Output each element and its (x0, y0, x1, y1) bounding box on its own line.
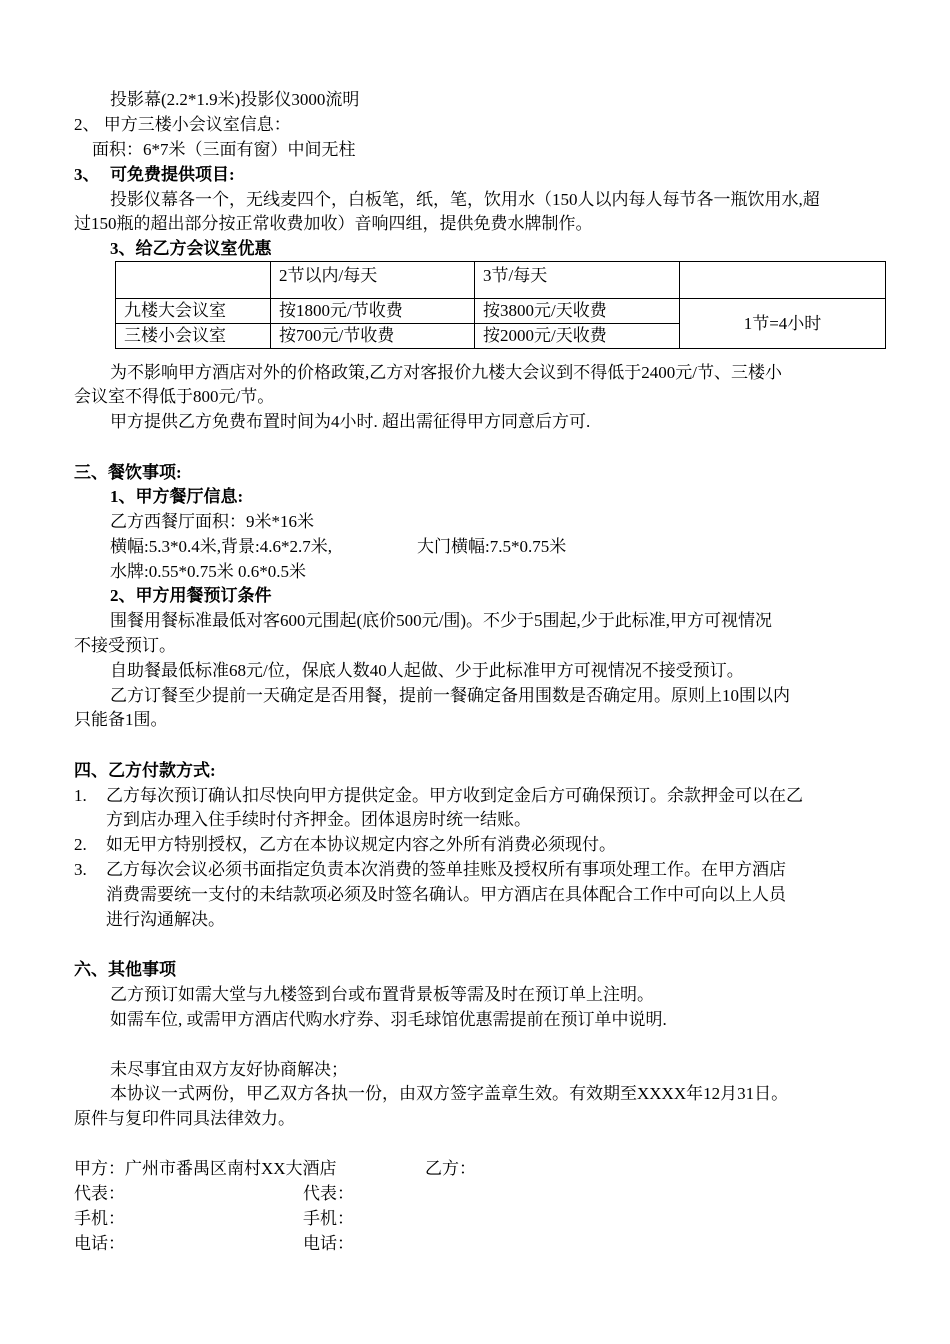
payment-heading: 四、乙方付款方式: (74, 761, 216, 780)
order-line-2: 只能备1围。 (74, 710, 168, 729)
other-line-1: 乙方预订如需大堂与九楼签到台或布置背景板等需及时在预订单上注明。 (110, 985, 654, 1004)
dining-heading: 三、餐饮事项: (74, 463, 182, 482)
party-a-mobile: 手机： (74, 1209, 125, 1228)
party-b-name: 乙方： (425, 1159, 476, 1178)
table-cell-note: 1节=4小时 (680, 299, 886, 349)
table-row (116, 299, 886, 324)
party-a-name: 甲方：广州市番禺区南村XX大酒店 (74, 1159, 337, 1178)
free-items-line-1: 投影仪幕各一个，无线麦四个，白板笔，纸，笔，饮用水（150人以内每人每节各一瓶饮用水,超 (110, 190, 820, 209)
party-a-representative: 代表： (74, 1184, 125, 1203)
other-line-2: 如需车位, 或需甲方酒店代购水疗券、羽毛球馆优惠需提前在预订单中说明. (110, 1010, 667, 1029)
banquet-line-1: 围餐用餐标准最低对客600元围起(底价500元/围)。不少于5围起,少于此标准,甲方可视情况 (110, 611, 773, 630)
table-cell-rate: 按700元/节收费 (271, 324, 475, 349)
banner-size: 横幅:5.3*0.4米,背景:4.6*2.7米, (110, 537, 332, 556)
buffet-line: 自助餐最低标准68元/位，保底人数40人起做、少于此标准甲方可视情况不接受预订。 (110, 661, 744, 680)
payment-item-1-line-1: 乙方每次预订确认扣尽快向甲方提供定金。甲方收到定金后方可确保预订。余款押金可以在乙 (106, 786, 803, 805)
policy-line-2: 会议室不得低于800元/节。 (74, 387, 275, 406)
other-line-4: 本协议一式两份，甲乙双方各执一份，由双方签字盖章生效。有效期至XXXX年12月31日。 (110, 1084, 789, 1103)
small-room-area: 面积：6*7米（三面有窗）中间无柱 (92, 140, 356, 159)
restaurant-info-heading: 1、甲方餐厅信息: (110, 487, 244, 506)
table-cell-room: 九楼大会议室 (116, 299, 271, 324)
list-item-number: 2. (74, 835, 87, 854)
payment-item-1-line-2: 方到店办理入住手续时付齐押金。团体退房时统一结账。 (106, 810, 531, 829)
list-item-number: 1. (74, 786, 87, 805)
table-cell-room: 三楼小会议室 (116, 324, 271, 349)
free-items-heading: 可免费提供项目: (110, 165, 235, 184)
projector-line: 投影幕(2.2*1.9米)投影仪3000流明 (110, 90, 360, 109)
table-header-cell: 2节以内/每天 (271, 262, 475, 299)
party-b-representative: 代表： (303, 1184, 354, 1203)
party-b-mobile: 手机： (303, 1209, 354, 1228)
order-line-1: 乙方订餐至少提前一天确定是否用餐，提前一餐确定备用围数是否确定用。原则上10围以内 (110, 686, 790, 705)
small-room-heading: 2、 甲方三楼小会议室信息： (74, 115, 291, 134)
other-line-3: 未尽事宜由双方友好协商解决； (110, 1060, 348, 1079)
payment-item-3-line-1: 乙方每次会议必须书面指定负责本次消费的签单挂账及授权所有事项处理工作。在甲方酒店 (106, 860, 786, 879)
table-header-cell (116, 262, 271, 299)
setup-time-line: 甲方提供乙方免费布置时间为4小时. 超出需征得甲方同意后方可. (110, 412, 591, 431)
free-heading-number: 3、 (74, 165, 100, 184)
door-banner-size: 大门横幅:7.5*0.75米 (417, 537, 567, 556)
party-a-phone: 电话： (74, 1234, 125, 1253)
table-cell-rate: 按1800元/节收费 (271, 299, 475, 324)
party-b-phone: 电话： (303, 1234, 354, 1253)
list-item-number: 3. (74, 860, 87, 879)
booking-conditions-heading: 2、甲方用餐预订条件 (110, 586, 272, 605)
sign-size: 水牌:0.55*0.75米 0.6*0.5米 (110, 562, 306, 581)
table-header-row (116, 262, 886, 299)
table-header-cell: 3节/每天 (475, 262, 680, 299)
payment-item-3-line-2: 消费需要统一支付的未结款项必须及时签名确认。甲方酒店在具体配合工作中可向以上人员 (106, 885, 786, 904)
payment-item-2-line-1: 如无甲方特别授权，乙方在本协议规定内容之外所有消费必须现付。 (106, 835, 616, 854)
room-rate-table (115, 261, 886, 349)
free-items-line-2: 过150瓶的超出部分按正常收费加收）音响四组，提供免费水牌制作。 (74, 214, 593, 233)
policy-line-1: 为不影响甲方酒店对外的价格政策,乙方对客报价九楼大会议到不得低于2400元/节、三楼小 (110, 363, 782, 382)
table-cell-rate: 按2000元/天收费 (475, 324, 680, 349)
restaurant-area: 乙方西餐厅面积：9米*16米 (110, 512, 314, 531)
table-cell-rate: 按3800元/天收费 (475, 299, 680, 324)
other-heading: 六、其他事项 (74, 960, 176, 979)
table-header-cell (680, 262, 886, 299)
other-line-5: 原件与复印件同具法律效力。 (74, 1109, 295, 1128)
discount-heading: 3、给乙方会议室优惠 (110, 239, 272, 258)
payment-item-3-line-3: 进行沟通解决。 (106, 910, 225, 929)
banquet-line-2: 不接受预订。 (74, 636, 176, 655)
